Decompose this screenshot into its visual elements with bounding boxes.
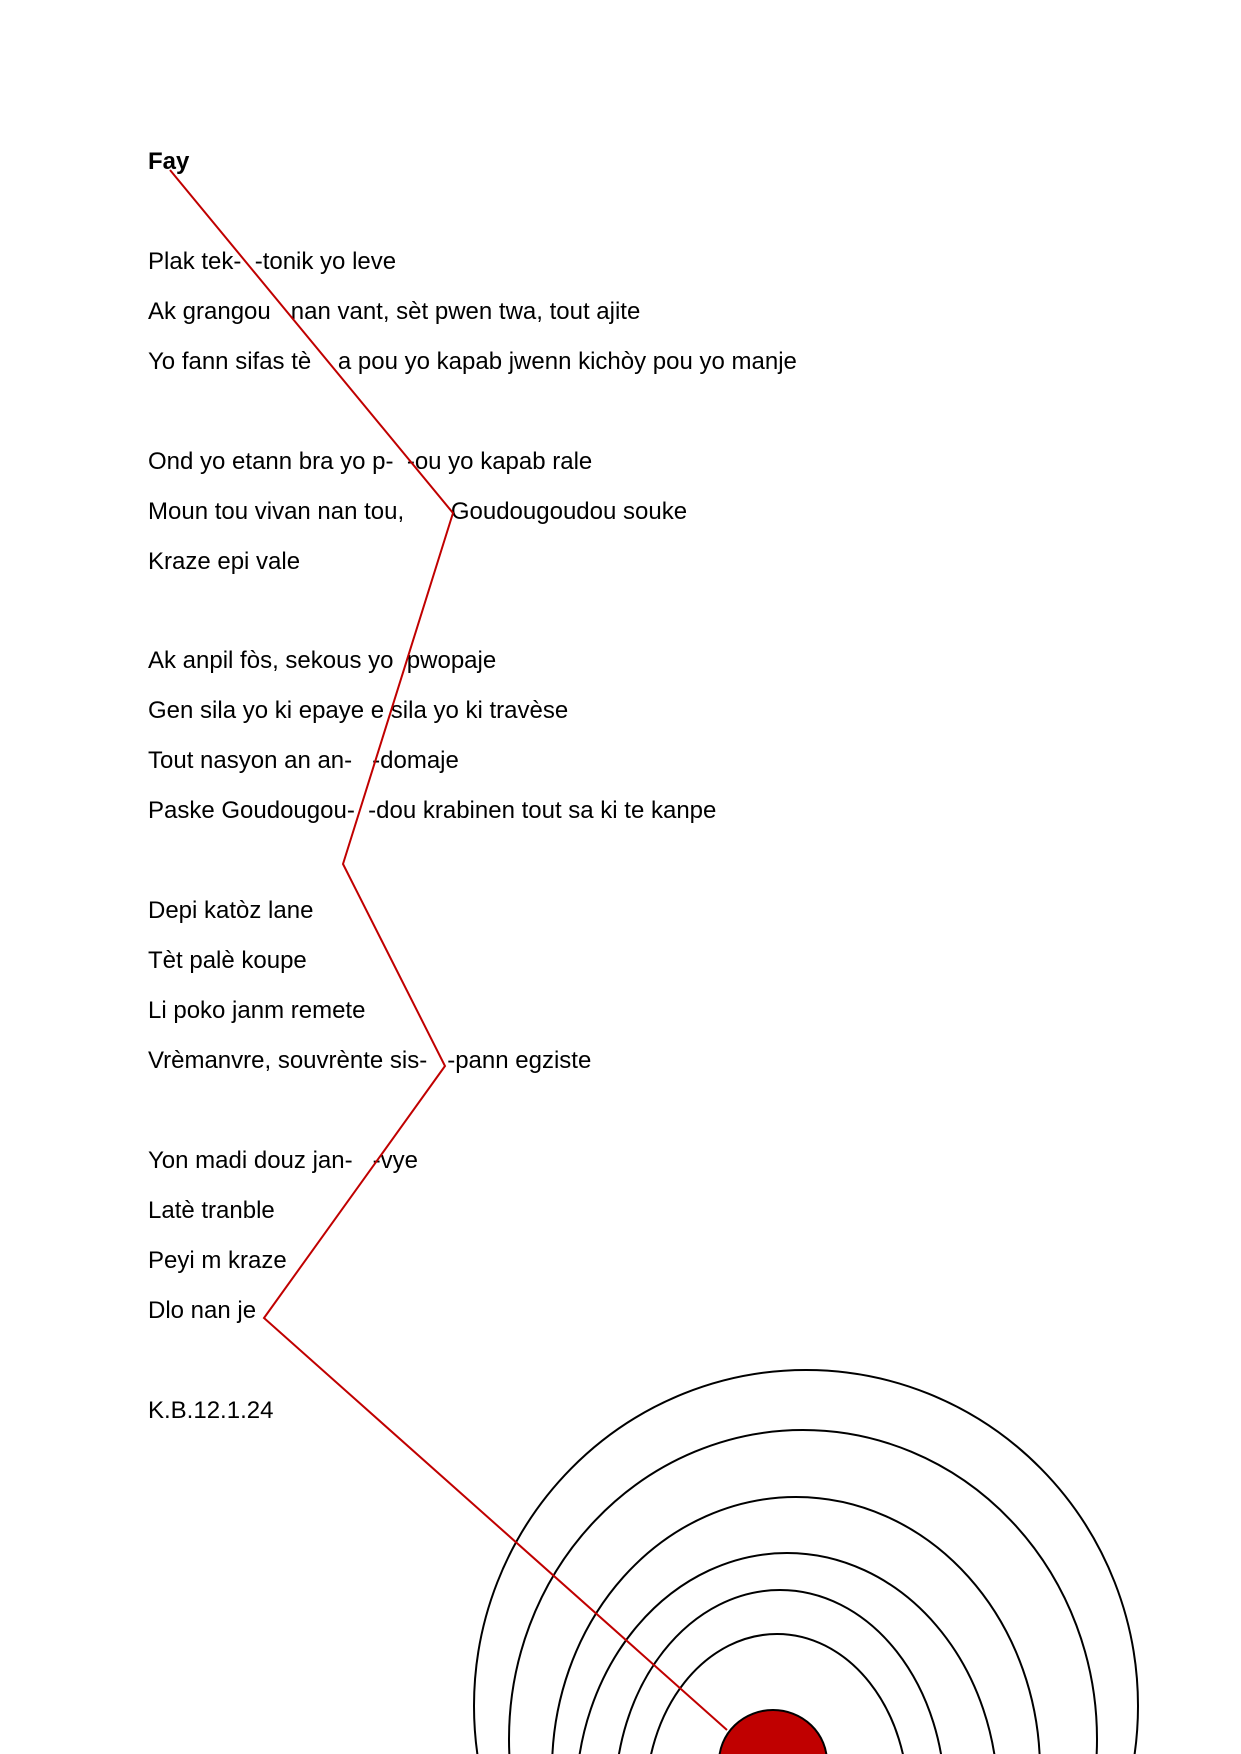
poem-line: Plak tek- -tonik yo leve [148,248,397,275]
poem-line: Depi katòz lane [148,897,314,924]
poem-line: Latè tranble [148,1197,275,1224]
poem-line: Li poko janm remete [148,997,366,1024]
seismic-ring-2 [509,1430,1097,1754]
poem-signature: K.B.12.1.24 [148,1397,274,1424]
seismic-ring-6 [646,1634,908,1754]
poem-line: Peyi m kraze [148,1247,287,1274]
seismic-ring-1 [474,1370,1138,1754]
seismic-ring-3 [552,1497,1040,1754]
poem-line: Ak anpil fòs, sekous yo pwopaje [148,647,497,674]
poem-line: Dlo nan je [148,1297,257,1324]
seismic-ring-4 [576,1553,998,1754]
poem-line: Tèt palè koupe [148,947,307,974]
poem-line: Tout nasyon an an- -domaje [148,747,459,774]
epicenter-dot [719,1710,827,1754]
poem-line: Yo fann sifas tè a pou yo kapab jwenn kichòy pou yo manje [148,348,797,375]
poem-line: Gen sila yo ki epaye e sila yo ki travèse [148,697,569,724]
poem-line: Ond yo etann bra yo p- -ou yo kapab rale [148,448,593,475]
poem-line: Yon madi douz jan- -vye [148,1147,418,1174]
poem-line: Vrèmanvre, souvrènte sis- -pann egziste [148,1047,592,1074]
seismic-rings [474,1370,1138,1754]
poem-line: Kraze epi vale [148,548,301,575]
poem-title: Fay [148,148,190,175]
poem-line: Moun tou vivan nan tou, Goudougoudou souke [148,498,688,525]
poem-line: Ak grangou nan vant, sèt pwen twa, tout ajite [148,298,641,325]
seismic-ring-5 [615,1590,945,1754]
poem-line: Paske Goudougou- -dou krabinen tout sa ki te kanpe [148,797,717,824]
